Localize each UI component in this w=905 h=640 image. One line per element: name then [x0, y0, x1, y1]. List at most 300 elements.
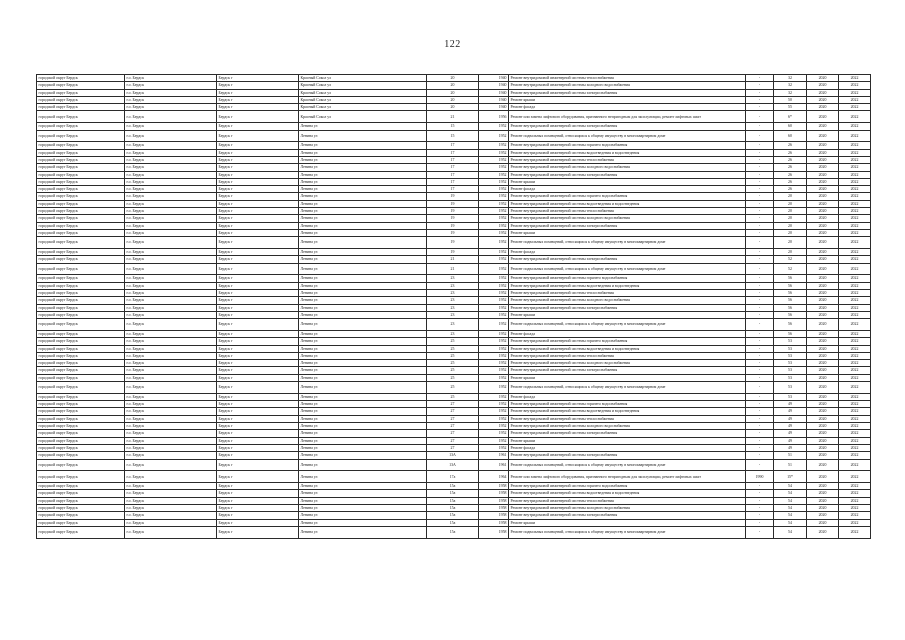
work-type-cell: Ремонт подвальных помещений, относящихся к общему имуществу в многоквартирном доме — [509, 319, 746, 331]
elevator-year-cell: - — [746, 171, 774, 178]
build-year-cell: 1952 — [479, 360, 509, 367]
house-number-cell: 27 — [427, 430, 479, 437]
house-number-cell: 17 — [427, 164, 479, 171]
municipality-cell: городской округ Бердск — [37, 311, 125, 318]
work-type-cell: Ремонт крыши — [509, 374, 746, 381]
street-cell: Ленина ул — [299, 471, 427, 483]
count-cell: 53 — [774, 393, 807, 400]
count-cell: 20 — [774, 200, 807, 207]
house-number-cell: 21 — [427, 256, 479, 263]
end-year-cell: 2022 — [839, 519, 871, 526]
elevator-year-cell: - — [746, 111, 774, 123]
table-row — [37, 444, 871, 451]
elevator-year-cell: - — [746, 393, 774, 400]
city-cell: Бердск г — [217, 215, 299, 222]
city-cell: Бердск г — [217, 290, 299, 297]
build-year-cell: 1952 — [479, 352, 509, 359]
work-type-cell: Ремонт внутридомовой инженерной системы теплоснабжения — [509, 290, 746, 297]
work-type-cell: Ремонт внутридомовой инженерной системы горячего водоснабжения — [509, 142, 746, 149]
elevator-year-cell: - — [746, 367, 774, 374]
municipality-cell: городской округ Бердск — [37, 304, 125, 311]
build-year-cell: 1958 — [479, 497, 509, 504]
build-year-cell: 1952 — [479, 311, 509, 318]
work-type-cell: Ремонт внутридомовой инженерной системы холодного водоснабжения — [509, 82, 746, 89]
municipality-cell: городской округ Бердск — [37, 156, 125, 163]
street-cell: Ленина ул — [299, 237, 427, 249]
count-cell: 20 — [774, 249, 807, 256]
house-number-cell: 19 — [427, 200, 479, 207]
house-number-cell: 19 — [427, 249, 479, 256]
work-type-cell: Ремонт подвальных помещений, относящихся к общему имуществу в многоквартирном доме — [509, 130, 746, 142]
start-year-cell: 2020 — [807, 164, 839, 171]
table-row — [37, 497, 871, 504]
district-cell: г.о. Бердск — [125, 237, 217, 249]
end-year-cell: 2022 — [839, 437, 871, 444]
street-cell: Ленина ул — [299, 164, 427, 171]
municipality-cell: городской округ Бердск — [37, 123, 125, 130]
district-cell: г.о. Бердск — [125, 444, 217, 451]
build-year-cell: 1952 — [479, 444, 509, 451]
build-year-cell: 1952 — [479, 437, 509, 444]
count-cell: 20 — [774, 193, 807, 200]
end-year-cell: 2022 — [839, 319, 871, 331]
district-cell: г.о. Бердск — [125, 331, 217, 338]
count-cell: 56 — [774, 319, 807, 331]
city-cell: Бердск г — [217, 222, 299, 229]
build-year-cell: 1964 — [479, 471, 509, 483]
build-year-cell: 1952 — [479, 215, 509, 222]
table-row — [37, 215, 871, 222]
start-year-cell: 2020 — [807, 505, 839, 512]
count-cell: 54 — [774, 526, 807, 538]
end-year-cell: 2022 — [839, 237, 871, 249]
municipality-cell: городской округ Бердск — [37, 75, 125, 82]
build-year-cell: 1952 — [479, 156, 509, 163]
start-year-cell: 2020 — [807, 311, 839, 318]
district-cell: г.о. Бердск — [125, 352, 217, 359]
elevator-year-cell: - — [746, 156, 774, 163]
street-cell: Ленина ул — [299, 505, 427, 512]
street-cell: Ленина ул — [299, 186, 427, 193]
city-cell: Бердск г — [217, 178, 299, 185]
count-cell: 26 — [774, 149, 807, 156]
house-number-cell: 23 — [427, 319, 479, 331]
city-cell: Бердск г — [217, 171, 299, 178]
build-year-cell: 1952 — [479, 304, 509, 311]
end-year-cell: 2022 — [839, 483, 871, 490]
count-cell: 56 — [774, 311, 807, 318]
house-number-cell: 17а — [427, 471, 479, 483]
count-cell: 49 — [774, 423, 807, 430]
municipality-cell: городской округ Бердск — [37, 444, 125, 451]
street-cell: Ленина ул — [299, 149, 427, 156]
street-cell: Ленина ул — [299, 483, 427, 490]
build-year-cell: 1952 — [479, 297, 509, 304]
table-row — [37, 290, 871, 297]
municipality-cell: городской округ Бердск — [37, 89, 125, 96]
city-cell: Бердск г — [217, 149, 299, 156]
district-cell: г.о. Бердск — [125, 290, 217, 297]
municipality-cell: городской округ Бердск — [37, 345, 125, 352]
work-type-cell: Ремонт внутридомовой инженерной системы электроснабжения — [509, 256, 746, 263]
city-cell: Бердск г — [217, 444, 299, 451]
count-cell: 54 — [774, 519, 807, 526]
elevator-year-cell: - — [746, 263, 774, 275]
district-cell: г.о. Бердск — [125, 178, 217, 185]
count-cell: 15* — [774, 471, 807, 483]
table-row — [37, 164, 871, 171]
district-cell: г.о. Бердск — [125, 338, 217, 345]
work-type-cell: Ремонт внутридомовой инженерной системы теплоснабжения — [509, 156, 746, 163]
end-year-cell: 2022 — [839, 193, 871, 200]
elevator-year-cell: - — [746, 423, 774, 430]
end-year-cell: 2022 — [839, 526, 871, 538]
start-year-cell: 2020 — [807, 156, 839, 163]
build-year-cell: 1952 — [479, 430, 509, 437]
start-year-cell: 2020 — [807, 237, 839, 249]
table-row — [37, 237, 871, 249]
city-cell: Бердск г — [217, 382, 299, 394]
municipality-cell: городской округ Бердск — [37, 263, 125, 275]
house-number-cell: 17 — [427, 186, 479, 193]
build-year-cell: 1952 — [479, 290, 509, 297]
elevator-year-cell: - — [746, 178, 774, 185]
house-number-cell: 27 — [427, 437, 479, 444]
city-cell: Бердск г — [217, 331, 299, 338]
count-cell: 49 — [774, 444, 807, 451]
end-year-cell: 2022 — [839, 444, 871, 451]
district-cell: г.о. Бердск — [125, 222, 217, 229]
district-cell: г.о. Бердск — [125, 374, 217, 381]
table-row — [37, 96, 871, 103]
start-year-cell: 2020 — [807, 290, 839, 297]
district-cell: г.о. Бердск — [125, 123, 217, 130]
end-year-cell: 2022 — [839, 156, 871, 163]
end-year-cell: 2022 — [839, 164, 871, 171]
district-cell: г.о. Бердск — [125, 505, 217, 512]
municipality-cell: городской округ Бердск — [37, 256, 125, 263]
count-cell: 53 — [774, 382, 807, 394]
count-cell: 32 — [774, 82, 807, 89]
table-row — [37, 452, 871, 459]
end-year-cell: 2022 — [839, 96, 871, 103]
municipality-cell: городской округ Бердск — [37, 142, 125, 149]
municipality-cell: городской округ Бердск — [37, 164, 125, 171]
end-year-cell: 2022 — [839, 374, 871, 381]
start-year-cell: 2020 — [807, 526, 839, 538]
work-type-cell: Ремонт внутридомовой инженерной системы водоотведения и водоотведения — [509, 282, 746, 289]
work-type-cell: Ремонт внутридомовой инженерной системы теплоснабжения — [509, 208, 746, 215]
start-year-cell: 2020 — [807, 96, 839, 103]
street-cell: Ленина ул — [299, 156, 427, 163]
work-type-cell: Ремонт внутридомовой инженерной системы холодного водоснабжения — [509, 164, 746, 171]
city-cell: Бердск г — [217, 345, 299, 352]
house-number-cell: 15а — [427, 519, 479, 526]
end-year-cell: 2022 — [839, 393, 871, 400]
end-year-cell: 2022 — [839, 401, 871, 408]
city-cell: Бердск г — [217, 200, 299, 207]
table-row — [37, 123, 871, 130]
street-cell: Ленина ул — [299, 297, 427, 304]
count-cell: 53 — [774, 345, 807, 352]
house-number-cell: 15а — [427, 505, 479, 512]
table-row — [37, 459, 871, 471]
municipality-cell: городской округ Бердск — [37, 437, 125, 444]
city-cell: Бердск г — [217, 263, 299, 275]
district-cell: г.о. Бердск — [125, 423, 217, 430]
municipality-cell: городской округ Бердск — [37, 519, 125, 526]
street-cell: Ленина ул — [299, 200, 427, 207]
count-cell: 49 — [774, 408, 807, 415]
street-cell: Ленина ул — [299, 360, 427, 367]
build-year-cell: 1952 — [479, 282, 509, 289]
elevator-year-cell: - — [746, 519, 774, 526]
house-number-cell: 15а — [427, 526, 479, 538]
end-year-cell: 2022 — [839, 75, 871, 82]
work-type-cell: Ремонт внутридомовой инженерной системы теплоснабжения — [509, 497, 746, 504]
build-year-cell: 1958 — [479, 512, 509, 519]
district-cell: г.о. Бердск — [125, 275, 217, 282]
street-cell: Ленина ул — [299, 393, 427, 400]
build-year-cell: 1940 — [479, 104, 509, 111]
municipality-cell: городской округ Бердск — [37, 297, 125, 304]
start-year-cell: 2020 — [807, 104, 839, 111]
street-cell: Ленина ул — [299, 290, 427, 297]
house-number-cell: 27 — [427, 401, 479, 408]
city-cell: Бердск г — [217, 401, 299, 408]
city-cell: Бердск г — [217, 89, 299, 96]
house-number-cell: 17 — [427, 156, 479, 163]
start-year-cell: 2020 — [807, 331, 839, 338]
table-row — [37, 75, 871, 82]
end-year-cell: 2022 — [839, 505, 871, 512]
municipality-cell: городской округ Бердск — [37, 505, 125, 512]
street-cell: Ленина ул — [299, 374, 427, 381]
elevator-year-cell: - — [746, 149, 774, 156]
municipality-cell: городской округ Бердск — [37, 111, 125, 123]
house-number-cell: 20 — [427, 75, 479, 82]
district-cell: г.о. Бердск — [125, 393, 217, 400]
city-cell: Бердск г — [217, 256, 299, 263]
work-type-cell: Ремонт крыши — [509, 437, 746, 444]
table-row — [37, 401, 871, 408]
elevator-year-cell: - — [746, 186, 774, 193]
district-cell: г.о. Бердск — [125, 171, 217, 178]
street-cell: Ленина ул — [299, 452, 427, 459]
house-number-cell: 19 — [427, 208, 479, 215]
start-year-cell: 2020 — [807, 149, 839, 156]
table-row — [37, 104, 871, 111]
count-cell: 54 — [774, 483, 807, 490]
build-year-cell: 1940 — [479, 96, 509, 103]
district-cell: г.о. Бердск — [125, 82, 217, 89]
municipality-cell: городской округ Бердск — [37, 360, 125, 367]
table-row — [37, 505, 871, 512]
build-year-cell: 1958 — [479, 505, 509, 512]
elevator-year-cell: - — [746, 123, 774, 130]
municipality-cell: городской округ Бердск — [37, 130, 125, 142]
district-cell: г.о. Бердск — [125, 430, 217, 437]
district-cell: г.о. Бердск — [125, 345, 217, 352]
house-number-cell: 15а — [427, 512, 479, 519]
house-number-cell: 19 — [427, 222, 479, 229]
table-row — [37, 430, 871, 437]
street-cell: Ленина ул — [299, 282, 427, 289]
district-cell: г.о. Бердск — [125, 497, 217, 504]
table-row — [37, 345, 871, 352]
end-year-cell: 2022 — [839, 82, 871, 89]
district-cell: г.о. Бердск — [125, 297, 217, 304]
end-year-cell: 2022 — [839, 331, 871, 338]
end-year-cell: 2022 — [839, 142, 871, 149]
end-year-cell: 2022 — [839, 338, 871, 345]
start-year-cell: 2020 — [807, 408, 839, 415]
district-cell: г.о. Бердск — [125, 319, 217, 331]
start-year-cell: 2020 — [807, 415, 839, 422]
end-year-cell: 2022 — [839, 415, 871, 422]
house-number-cell: 21 — [427, 263, 479, 275]
street-cell: Ленина ул — [299, 512, 427, 519]
street-cell: Ленина ул — [299, 519, 427, 526]
start-year-cell: 2020 — [807, 142, 839, 149]
city-cell: Бердск г — [217, 393, 299, 400]
house-number-cell: 17 — [427, 178, 479, 185]
end-year-cell: 2022 — [839, 367, 871, 374]
elevator-year-cell: - — [746, 89, 774, 96]
elevator-year-cell: - — [746, 401, 774, 408]
municipality-cell: городской округ Бердск — [37, 222, 125, 229]
street-cell: Ленина ул — [299, 263, 427, 275]
build-year-cell: 1952 — [479, 408, 509, 415]
end-year-cell: 2022 — [839, 382, 871, 394]
build-year-cell: 1952 — [479, 237, 509, 249]
work-type-cell: Ремонт или замена лифтового оборудования, признанного непригодным для эксплуатации, ремонт лифтовых шахт — [509, 111, 746, 123]
table-row — [37, 171, 871, 178]
build-year-cell: 1952 — [479, 423, 509, 430]
start-year-cell: 2020 — [807, 178, 839, 185]
elevator-year-cell: - — [746, 193, 774, 200]
build-year-cell: 1940 — [479, 82, 509, 89]
end-year-cell: 2022 — [839, 408, 871, 415]
end-year-cell: 2022 — [839, 249, 871, 256]
count-cell: 26 — [774, 142, 807, 149]
elevator-year-cell: - — [746, 75, 774, 82]
street-cell: Ленина ул — [299, 497, 427, 504]
street-cell: Ленина ул — [299, 171, 427, 178]
district-cell: г.о. Бердск — [125, 200, 217, 207]
end-year-cell: 2022 — [839, 178, 871, 185]
table-row — [37, 367, 871, 374]
start-year-cell: 2020 — [807, 282, 839, 289]
elevator-year-cell: - — [746, 430, 774, 437]
start-year-cell: 2020 — [807, 215, 839, 222]
work-type-cell: Ремонт внутридомовой инженерной системы электроснабжения — [509, 304, 746, 311]
city-cell: Бердск г — [217, 164, 299, 171]
city-cell: Бердск г — [217, 423, 299, 430]
count-cell: 56 — [774, 282, 807, 289]
street-cell: Ленина ул — [299, 319, 427, 331]
count-cell: 26 — [774, 171, 807, 178]
district-cell: г.о. Бердск — [125, 408, 217, 415]
count-cell: 20 — [774, 229, 807, 236]
end-year-cell: 2022 — [839, 360, 871, 367]
table-row — [37, 423, 871, 430]
city-cell: Бердск г — [217, 297, 299, 304]
elevator-year-cell: - — [746, 130, 774, 142]
start-year-cell: 2020 — [807, 186, 839, 193]
end-year-cell: 2022 — [839, 430, 871, 437]
municipality-cell: городской округ Бердск — [37, 275, 125, 282]
elevator-year-cell: - — [746, 229, 774, 236]
start-year-cell: 2020 — [807, 222, 839, 229]
count-cell: 49 — [774, 437, 807, 444]
municipality-cell: городской округ Бердск — [37, 193, 125, 200]
work-type-cell: Ремонт внутридомовой инженерной системы водоотведения и водоотведения — [509, 408, 746, 415]
table-row — [37, 382, 871, 394]
municipality-cell: городской округ Бердск — [37, 490, 125, 497]
district-cell: г.о. Бердск — [125, 215, 217, 222]
city-cell: Бердск г — [217, 497, 299, 504]
city-cell: Бердск г — [217, 249, 299, 256]
municipality-cell: городской округ Бердск — [37, 430, 125, 437]
start-year-cell: 2020 — [807, 208, 839, 215]
registry-body — [37, 75, 871, 539]
build-year-cell: 1952 — [479, 345, 509, 352]
build-year-cell: 1952 — [479, 263, 509, 275]
street-cell: Ленина ул — [299, 367, 427, 374]
district-cell: г.о. Бердск — [125, 512, 217, 519]
house-number-cell: 23 — [427, 304, 479, 311]
table-row — [37, 471, 871, 483]
elevator-year-cell: - — [746, 82, 774, 89]
end-year-cell: 2022 — [839, 275, 871, 282]
district-cell: г.о. Бердск — [125, 311, 217, 318]
elevator-year-cell: - — [746, 497, 774, 504]
work-type-cell: Ремонт фасада — [509, 249, 746, 256]
municipality-cell: городской округ Бердск — [37, 497, 125, 504]
elevator-year-cell: - — [746, 311, 774, 318]
district-cell: г.о. Бердск — [125, 304, 217, 311]
count-cell: 26 — [774, 178, 807, 185]
house-number-cell: 15 — [427, 123, 479, 130]
start-year-cell: 2020 — [807, 490, 839, 497]
street-cell: Красный Сокол ул — [299, 96, 427, 103]
start-year-cell: 2020 — [807, 401, 839, 408]
start-year-cell: 2020 — [807, 374, 839, 381]
start-year-cell: 2020 — [807, 393, 839, 400]
start-year-cell: 2020 — [807, 471, 839, 483]
district-cell: г.о. Бердск — [125, 382, 217, 394]
start-year-cell: 2020 — [807, 275, 839, 282]
street-cell: Ленина ул — [299, 256, 427, 263]
street-cell: Ленина ул — [299, 490, 427, 497]
table-row — [37, 263, 871, 275]
table-row — [37, 393, 871, 400]
elevator-year-cell: - — [746, 345, 774, 352]
city-cell: Бердск г — [217, 526, 299, 538]
city-cell: Бердск г — [217, 483, 299, 490]
district-cell: г.о. Бердск — [125, 437, 217, 444]
city-cell: Бердск г — [217, 229, 299, 236]
street-cell: Ленина ул — [299, 408, 427, 415]
house-number-cell: 21 — [427, 111, 479, 123]
district-cell: г.о. Бердск — [125, 263, 217, 275]
table-row — [37, 519, 871, 526]
table-row — [37, 142, 871, 149]
elevator-year-cell: - — [746, 483, 774, 490]
city-cell: Бердск г — [217, 304, 299, 311]
build-year-cell: 1952 — [479, 382, 509, 394]
